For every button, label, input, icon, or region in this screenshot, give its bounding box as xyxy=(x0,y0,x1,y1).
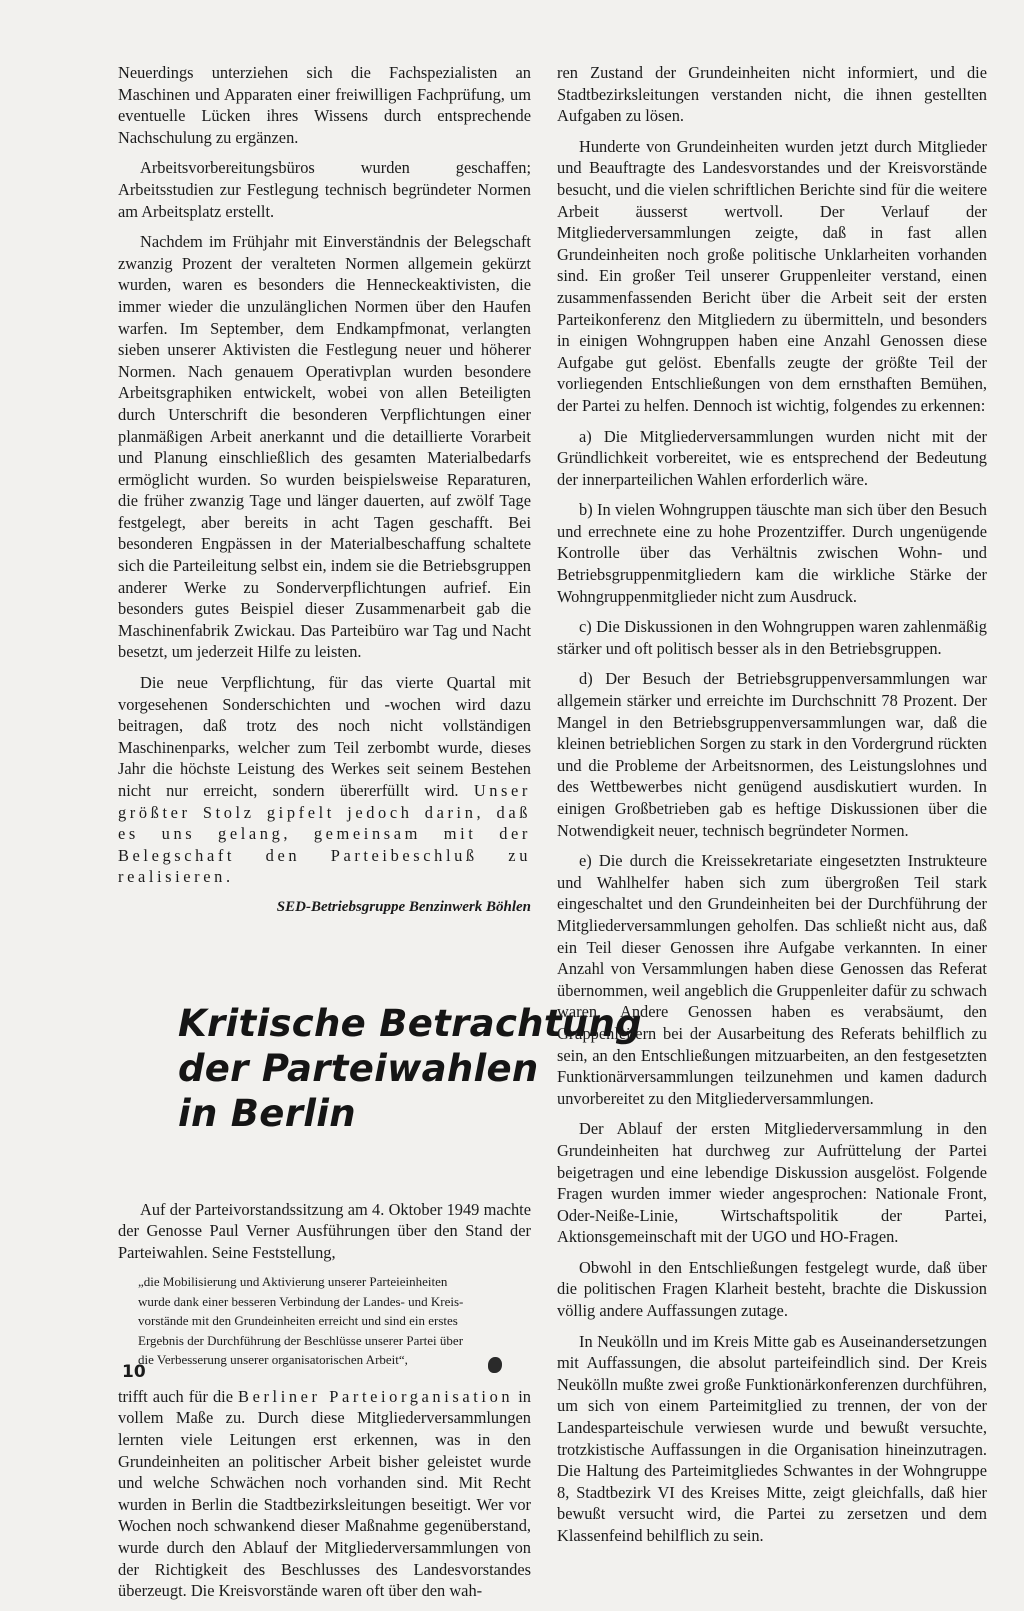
paragraph-left-2: Arbeitsvorbereitungsbüros wurden geschaffen; Arbeitsstudien zur Festlegung technisch begründeter Normen am Arbeitsplatz erstellt. xyxy=(118,158,531,221)
intro-paragraph: Auf der Parteivorstandssitzung am 4. Oktober 1949 machte der Genosse Paul Verner Ausführungen über den Stand der Parteiwahlen. Seine Feststellung, xyxy=(118,1199,531,1262)
signature: SED-Betriebsgruppe Benzinwerk Böhlen xyxy=(276,898,531,915)
headline-line-2: der Parteiwahlen xyxy=(178,1046,539,1090)
after-quote-lead: trifft auch für die xyxy=(118,1386,233,1406)
left-column xyxy=(118,62,642,1611)
ink-blot xyxy=(488,1357,502,1373)
paragraph-right-10: In Neukölln und im Kreis Mitte gab es Auseinandersetzungen mit Auffassungen, die absolut parteifeindlich sind. Der Kreis Neukölln mußte zwei große Funktionärkonferenzen durchführen, um sich von einem Parteimitglied zu trennen, der von der Landesparteischule verwiesen wurde und bewußt versuchte, trotzkistische Auffassungen in die Organisation hineinzutragen. Die Haltung des Parteimitgliedes Schwantes in der Wohngruppe 8, Stadtbezirk VI des Kreises Mitte, zeigt gleichfalls, daß hier bewußt versucht wird, die Partei zu zersetzen und dem Klassenfeind behilflich zu sein. xyxy=(557,1331,987,1545)
quote-line: vorstände mit den Grundeinheiten erreicht und sind ein erstes xyxy=(138,1313,458,1329)
paragraph-right-8: Der Ablauf der ersten Mitgliederversammlung in den Grundeinheiten hat durchweg zur Aufrüttelung der Partei beigetragen und eine lebendige Diskussion ausgelöst. Folgende Fragen wurden immer wieder angesprochen: Nationale Front, Oder-Neiße-Linie, Wirtschaftspolitik der Partei, Aktionsgemeinschaft mit der UGO und HO-Fragen. xyxy=(557,1119,987,1247)
paragraph-left-3: Nachdem im Frühjahr mit Einverständnis der Belegschaft zwanzig Prozent der veralteten Normen allgemein gekürzt wurden, waren es besonders die Henneckeaktivisten, die immer wieder die unzulänglichen Normen über den Haufen warfen. Im September, dem Endkampfmonat, verlangten sieben unserer Aktivisten die Festlegung neuer und höherer Normen. Nach genauem Operativplan wurden besondere Arbeitsgraphiken entwickelt, wobei von allen Beteiligten durch Unterschrift die besonderen Verpflichtungen einer planmäßigen Arbeit anerkannt und die detaillierte Vorarbeit und Planung einschließlich des gesamten Materialbedarfs ermöglicht wurden. So wurden beispielsweise Reparaturen, die früher zwanzig Tage und länger dauerten, auf zwölf Tage festgelegt, aber bereits in acht Tagen geschafft. Bei besonderen Engpässen in der Materialbeschaffung schaltete sich die Parteileitung selbst ein, indem sie die Betriebsgruppen anderer Werke zu Sonderverpflichtungen aufrief. Ein besonders gutes Beispiel dieser Zusammenarbeit gab die Maschinenfabrik Zwickau. Das Parteibüro war Tag und Nacht besetzt, um jederzeit Hilfe zu leisten. xyxy=(118,232,531,662)
quote-line: Ergebnis der Durchführung der Beschlüsse unserer Partei über xyxy=(138,1332,464,1348)
paragraph-left-4-spaced: Unser größter Stolz gipfelt jedoch darin, daß es uns gelang, gemeinsam mit der Belegschaft den Parteibeschluß zu realisieren. xyxy=(118,781,531,887)
paragraph-right-9: Obwohl in den Entschließungen festgelegt wurde, daß über die politischen Fragen Klarheit besteht, brachte die Diskussion völlig andere Auffassungen zutage. xyxy=(557,1257,987,1321)
after-quote-spaced: Berliner Parteiorganisation xyxy=(238,1386,514,1406)
paragraph-left-4 xyxy=(118,672,531,888)
list-item-b: b) In vielen Wohngruppen täuschte man sich über den Besuch und errechnete eine zu hohe Prozentziffer. Durch ungenügende Kontrolle über das Verhältnis zwischen Wohn- und Betriebsgruppenmitgliedern kam die wirkliche Stärke der Wohngruppenmitglieder nicht zum Ausdruck. xyxy=(557,500,987,606)
block-quote xyxy=(138,1272,531,1370)
list-item-c: c) Die Diskussionen in den Wohngruppen waren zahlenmäßig stärker und oft politisch besser als in den Betriebsgruppen. xyxy=(557,617,987,658)
paragraph-left-1: Neuerdings unterziehen sich die Fachspezialisten an Maschinen und Apparaten einer freiwilligen Fachprüfung, um eventuelle Lücken ihres Wissens durch entsprechende Nachschulung zu ergänzen. xyxy=(118,63,531,147)
page-number: 10 xyxy=(122,1362,146,1382)
article-headline xyxy=(178,1001,642,1136)
paragraph-right-2: Hunderte von Grundeinheiten wurden jetzt durch Mitglieder und Beauftragte des Landesvorstandes und der Kreisvorstände besucht, und die vielen schriftlichen Berichte sind für die weitere Arbeit äusserst wertvoll. Der Verlauf der Mitgliederversammlungen zeigte, daß in fast allen Grundeinheiten noch große politische Unklarheiten vorhanden sind. Ein großer Teil unserer Gruppenleiter verstand, einen zusammenfassenden Bericht über die Arbeit seit der ersten Parteikonferenz den Mitgliedern zu übermitteln, und besonders in einigen Wohngruppen haben eine Anzahl Genossen diese Aufgabe gut gelöst. Ebenfalls zeugte der größte Teil der vorliegenden Entschließungen von dem ernsthaften Bemühen, der Partei zu helfen. Dennoch ist wichtig, folgendes zu erkennen: xyxy=(557,136,987,415)
list-item-e: e) Die durch die Kreissekretariate eingesetzten Instrukteure und Wahlhelfer haben sich zum übergroßen Teil stark eingeschaltet und den Grundeinheiten bei der Durchführung der Mitgliederversammlungen geholfen. Das schließt nicht aus, daß ein Teil dieser Genossen ihre Aufgabe verkannten. In einer Anzahl von Versammlungen haben diese Genossen das Referat übernommen, weil angeblich die Gruppenleiter dafür zu schwach waren. Andere Genossen haben es verabsäumt, den Gruppenleitern bei der Ausarbeitung des Referats behilflich zu sein, an den Entschließungen mitzuarbeiten, an den festgesetzten Funktionärversammlungen teilzunehmen und kamen dadurch unvorbereitet zu den Mitgliederversammlungen. xyxy=(557,851,987,1108)
quote-line: „die Mobilisierung und Aktivierung unserer Parteieinheiten xyxy=(138,1274,448,1290)
after-quote-rest: in vollem Maße zu. Durch diese Mitgliederversammlungen lernten viele Leitungen erst erkennen, was in den Grundeinheiten an politischer Arbeit bisher geleistet wurde und welche Schwächen noch vorhanden sind. Mit Recht wurden in Berlin die Stadtbezirksleitungen beseitigt. Wer vor Wochen noch schwankend dieser Maßnahme gegenüberstand, wurde durch den Ablauf der Mitgliederversammlungen von der Richtigkeit des Beschlusses des Landesvorstandes überzeugt. Die Kreisvorstände waren oft über den wah- xyxy=(118,1386,531,1601)
headline-line-1: Kritische Betrachtung xyxy=(178,1001,642,1045)
after-quote-paragraph xyxy=(118,1386,531,1602)
headline-line-3: in Berlin xyxy=(178,1091,356,1135)
list-item-a: a) Die Mitgliederversammlungen wurden nicht mit der Gründlichkeit vorbereitet, wie es entsprechend der Bedeutung der innerparteilichen Wahlen erforderlich wäre. xyxy=(557,426,987,489)
paragraph-left-4-regular: Die neue Verpflichtung, für das vierte Quartal mit vorgesehenen Sonderschichten und -wochen wird dazu beitragen, daß trotz des noch nicht vollständigen Maschinenparks, welcher zum Teil zerbombt wurde, dieses Jahr die höchste Leistung des Werkes seit seinem Bestehen nicht nur erreicht, sondern übererfüllt wird. xyxy=(118,673,531,800)
paragraph-right-1: ren Zustand der Grundeinheiten nicht informiert, und die Stadtbezirksleitungen verstanden nicht, die ihnen gestellten Aufgaben zu lösen. xyxy=(557,63,987,126)
quote-line: wurde dank einer besseren Verbindung der Landes- und Kreis- xyxy=(138,1293,464,1309)
quote-line: die Verbesserung unserer organisatorischen Arbeit“, xyxy=(138,1352,408,1368)
list-item-d: d) Der Besuch der Betriebsgruppenversammlungen war allgemein stärker und erreichte im Durchschnitt 78 Prozent. Der Mangel in den Betriebsgruppenversammlungen war, daß die kleinen betrieblichen Sorgen zu stark in den Vordergrund rückten und die Probleme der Arbeitsnormen, des Leistungslohnes und des Wettbewerbes nicht genügend ausdiskutiert wurden. In einigen Großbetrieben gab es heftige Diskussionen über die Notwendigkeit neuer, technisch begründeter Normen. xyxy=(557,669,987,840)
right-column xyxy=(557,62,987,1556)
